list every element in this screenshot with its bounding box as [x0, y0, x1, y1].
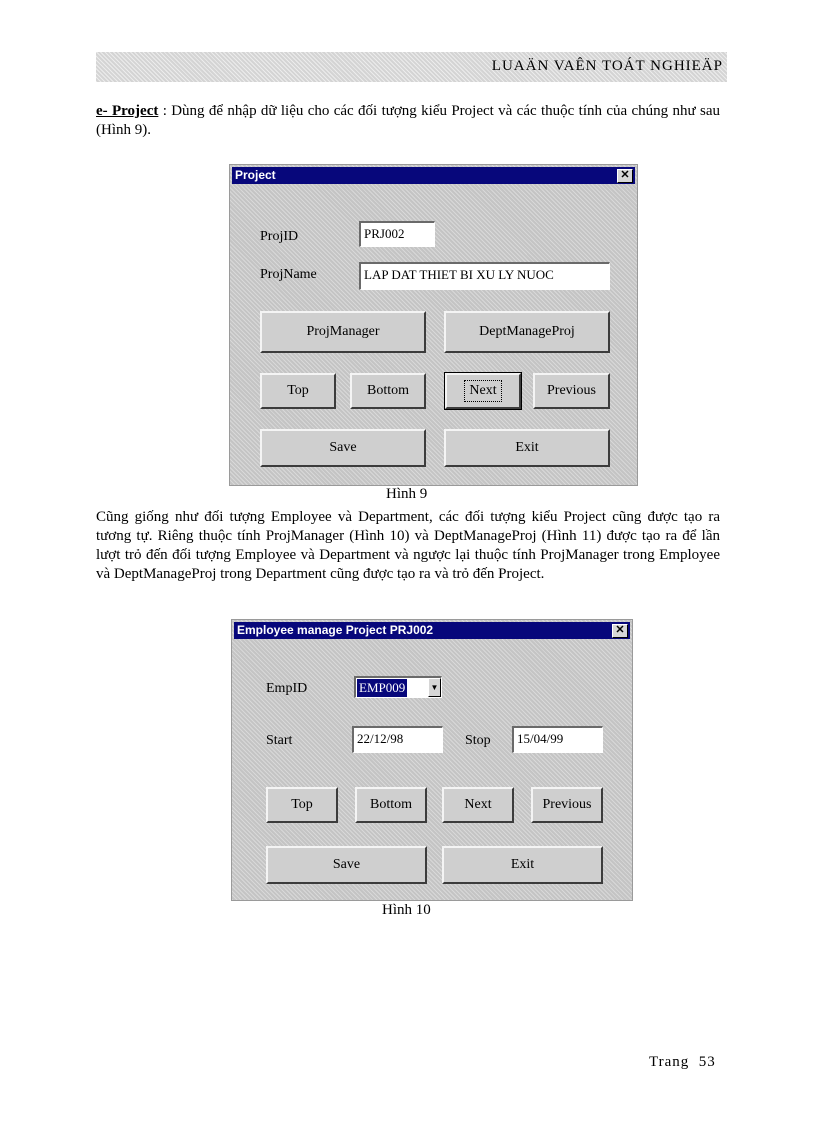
employee-manage-project-dialog	[231, 619, 633, 901]
projname-input[interactable]: LAP DAT THIET BI XU LY NUOC	[359, 262, 610, 290]
exit-button-label: Exit	[510, 857, 535, 872]
next-button[interactable]	[445, 373, 521, 409]
exit-button[interactable]	[442, 846, 603, 884]
start-date-input[interactable]: 22/12/98	[352, 726, 443, 753]
deptmanageproj-button[interactable]	[444, 311, 610, 353]
projid-input[interactable]: PRJ002	[359, 221, 435, 247]
projid-label: ProjID	[260, 229, 299, 244]
next-button-label: Next	[469, 383, 497, 398]
employee-dialog-titlebar[interactable]	[234, 622, 630, 639]
empid-selected-value: EMP009	[359, 680, 406, 695]
top-button-label: Top	[287, 383, 309, 398]
project-dialog-titlebar[interactable]	[232, 167, 635, 184]
projmanager-button-label: ProjManager	[306, 324, 380, 339]
stop-label: Stop	[465, 733, 491, 748]
next-button[interactable]	[442, 787, 514, 823]
bottom-button[interactable]	[350, 373, 426, 409]
page-label: Trang	[649, 1054, 690, 1070]
save-button[interactable]	[260, 429, 426, 467]
deptmanageproj-button-label: DeptManageProj	[479, 324, 575, 339]
bottom-button[interactable]	[355, 787, 427, 823]
employee-dialog-title: Employee manage Project PRJ002	[237, 623, 434, 637]
save-button-label: Save	[332, 857, 361, 872]
page-number	[649, 1054, 716, 1071]
close-icon[interactable]: ✕	[612, 624, 628, 638]
exit-button[interactable]	[444, 429, 610, 467]
project-dialog	[229, 164, 638, 486]
empid-combobox[interactable]	[354, 676, 442, 698]
next-button-label: Next	[464, 797, 492, 812]
start-label: Start	[266, 733, 293, 748]
save-button[interactable]	[266, 846, 427, 884]
close-icon[interactable]: ✕	[617, 169, 633, 183]
figure-9-caption: Hình 9	[386, 486, 428, 502]
section-e-paragraph	[96, 102, 720, 140]
description-paragraph: Cũng giống như đối tượng Employee và Department, các đối tượng kiểu Project cũng được tạo ra tương tự. Riêng thuộc tính ProjManager (Hình 10) và DeptManageProj (Hình 11) được tạo ra để lần lượt trỏ đến đối tượng Employee và Department và ngược lại thuộc tính ProjManager trong Employee và DeptManageProj trong Department cũng được tạo ra và trỏ đến Project.	[96, 509, 720, 582]
top-button[interactable]	[266, 787, 338, 823]
figure-10-caption: Hình 10	[382, 902, 431, 918]
page-header-band	[96, 52, 727, 82]
chevron-down-icon[interactable]: ▼	[428, 678, 441, 697]
save-button-label: Save	[329, 440, 357, 455]
exit-button-label: Exit	[515, 440, 539, 455]
project-dialog-title: Project	[235, 168, 276, 182]
previous-button-label: Previous	[542, 797, 592, 812]
empid-label: EmpID	[266, 681, 308, 696]
page-number-value: 53	[698, 1054, 716, 1070]
top-button-label: Top	[291, 797, 313, 812]
previous-button[interactable]	[533, 373, 610, 409]
previous-button[interactable]	[531, 787, 603, 823]
top-button[interactable]	[260, 373, 336, 409]
projname-label: ProjName	[260, 267, 317, 282]
previous-button-label: Previous	[547, 383, 596, 398]
bottom-button-label: Bottom	[366, 383, 409, 398]
section-e-heading: e- Project	[96, 103, 159, 119]
bottom-button-label: Bottom	[369, 797, 412, 812]
section-e-text: : Dùng để nhập dữ liệu cho các đối tượng kiểu Project và các thuộc tính của chúng như sau (Hình 9).	[96, 103, 720, 138]
stop-date-input[interactable]: 15/04/99	[512, 726, 603, 753]
header-title: LUAÄN VAÊN TOÁT NGHIEÄP	[491, 58, 723, 74]
projmanager-button[interactable]	[260, 311, 426, 353]
